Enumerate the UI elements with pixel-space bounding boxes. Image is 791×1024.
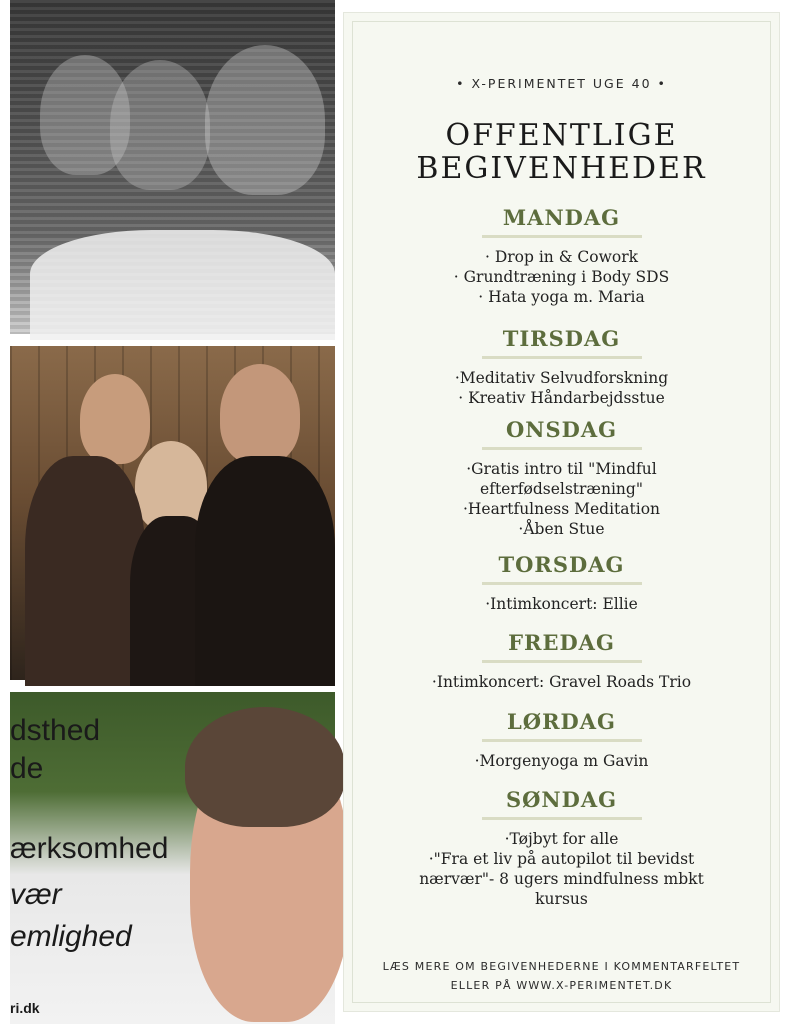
event-item: ·Heartfulness Meditation (462, 500, 661, 518)
day-section-torsdag (344, 552, 779, 614)
event-item: efterfødselstræning" (480, 480, 643, 498)
event-item: · Grundtræning i Body SDS (453, 268, 670, 286)
event-item: ·Meditativ Selvudforskning (454, 369, 669, 387)
footer-note (344, 957, 779, 995)
shirt-shape (30, 230, 335, 340)
person-silhouette (205, 45, 325, 195)
day-events (344, 247, 779, 307)
event-item: ·Morgenyoga m Gavin (474, 752, 649, 770)
day-heading: MANDAG (502, 205, 621, 230)
day-divider (482, 582, 642, 585)
event-item: nærvær"- 8 ugers mindfulness mbkt (419, 870, 704, 888)
day-section-mandag (344, 205, 779, 307)
band-photo-2 (10, 346, 335, 680)
person-silhouette (80, 374, 150, 464)
day-section-onsdag (344, 417, 779, 539)
day-events (344, 459, 779, 539)
page-title (344, 119, 779, 185)
poster-photo-3 (10, 692, 335, 1024)
day-events (344, 829, 779, 909)
day-section-tirsdag (344, 326, 779, 408)
event-item: ·Intimkoncert: Ellie (485, 595, 638, 613)
event-item: ·Gratis intro til "Mindful (466, 460, 657, 478)
poster-text-5: emlighed (10, 920, 132, 953)
poster-text-4: vær (10, 878, 62, 911)
event-item: kursus (535, 890, 588, 908)
day-section-sondag (344, 787, 779, 909)
day-section-lordag (344, 709, 779, 771)
day-divider (482, 817, 642, 820)
day-heading: TORSDAG (498, 552, 625, 577)
day-events (344, 751, 779, 771)
shirt-shape (25, 456, 145, 686)
poster-text-6: ri.dk (10, 1000, 40, 1016)
poster-text-2: de (10, 752, 44, 785)
event-item: · Kreativ Håndarbejdsstue (458, 389, 665, 407)
day-divider (482, 356, 642, 359)
event-item: ·Tøjbyt for alle (504, 830, 619, 848)
person-silhouette (220, 364, 300, 464)
week-kicker: • X-PERIMENTET UGE 40 • (456, 76, 667, 91)
shirt-shape (195, 456, 335, 686)
day-divider (482, 660, 642, 663)
footer-line2: ELLER PÅ WWW.X-PERIMENTET.DK (450, 979, 673, 992)
band-photo-1 (10, 0, 335, 334)
day-heading: SØNDAG (505, 787, 618, 812)
day-divider (482, 235, 642, 238)
hair-shape (185, 707, 345, 827)
day-divider (482, 447, 642, 450)
person-silhouette (110, 60, 210, 190)
event-item: ·Åben Stue (518, 520, 605, 538)
day-events (344, 672, 779, 692)
event-item: · Drop in & Cowork (484, 248, 639, 266)
day-heading: TIRSDAG (502, 326, 621, 351)
event-item: ·"Fra et liv på autopilot til bevidst (428, 850, 695, 868)
day-heading: FREDAG (508, 630, 615, 655)
poster-text-1: dsthed (10, 714, 101, 747)
footer-line1: LÆS MERE OM BEGIVENHEDERNE I KOMMENTARFELTET (382, 960, 741, 973)
day-section-fredag (344, 630, 779, 692)
poster-text-3: ærksomhed (10, 832, 169, 865)
day-events (344, 368, 779, 408)
day-heading: LØRDAG (507, 709, 616, 734)
title-line1: OFFENTLIGE (445, 118, 678, 153)
day-heading: ONSDAG (505, 417, 618, 442)
event-item: · Hata yoga m. Maria (478, 288, 645, 306)
day-divider (482, 739, 642, 742)
title-line2: BEGIVENHEDER (416, 151, 707, 186)
event-item: ·Intimkoncert: Gravel Roads Trio (431, 673, 692, 691)
events-card (343, 12, 780, 1012)
day-events (344, 594, 779, 614)
